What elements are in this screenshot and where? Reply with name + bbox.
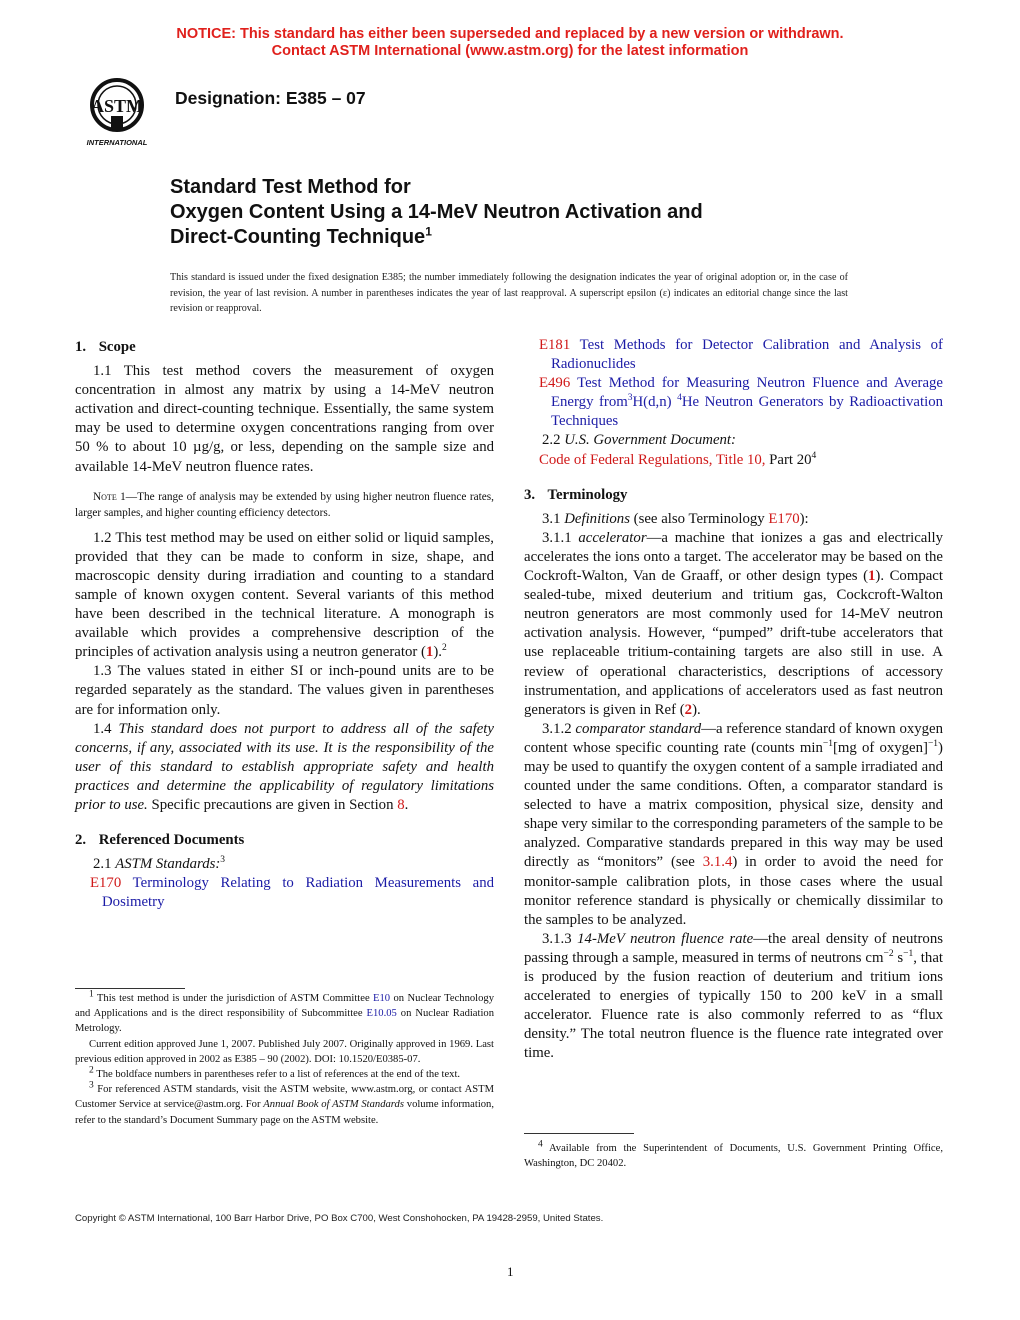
footnote-mark-4: 4 [811,450,817,461]
para-text: [mg of oxygen] [832,739,928,756]
title-line-1: Standard Test Method for [170,176,411,198]
para-1-2-end: ). [433,644,442,661]
ref-cfr[interactable] [524,451,943,470]
para-num: 3.1.3 [542,930,572,947]
footnote-mark-3: 3 [220,855,226,866]
section-terminology-heading [524,486,943,505]
fn-text: Available from the Superintendent of Documents, U.S. Government Printing Office, Washington, DC 20402. [524,1143,943,1170]
ref-title-sup: 4 [677,393,682,404]
ref-link-1[interactable]: 1 [868,568,876,585]
para-text: —a machine that ionizes a gas and electrically accelerates the ions onto a target. The accelerator may be based on the Cockroft-Walton, Van de Graaff, or other design types ( [524,529,943,585]
para-1-3: 1.3 The values stated in either SI or inch-pound units are to be regarded separately as the standard. The values given in parentheses are for information only. [75,663,494,718]
notice-line-2: Contact ASTM International (www.astm.org) for the latest information [271,43,749,59]
footnotes-right [524,1141,943,1171]
ref-title[interactable]: Test Methods for Detector Calibration and Analysis of Radionuclides [551,337,943,373]
ref-title-part[interactable]: H(d,n) [632,394,672,411]
logo-letters: ASTM [90,96,144,116]
ref-title[interactable] [551,375,943,429]
notice-line-1: NOTICE: This standard has either been superseded and replaced by a new version or withdrawn. [176,26,844,42]
astm-logo [74,76,160,148]
exponent: −1 [822,738,833,749]
footnote-mark-2: 2 [441,643,447,654]
para-2-1-num: 2.1 [93,856,112,873]
page-number: 1 [507,1264,514,1279]
safety-statement: This standard does not purport to address all of the safety concerns, if any, associated with its use. It is the responsibility of the user of this standard to establish appropriate safety and health practices and determine the applicability of regulatory limitations prior to use. [75,720,494,813]
note-1 [75,489,494,522]
term-fluence-rate: 14-MeV neutron fluence rate [577,930,754,947]
fn-text: This test method is under the jurisdiction of ASTM Committee [96,993,370,1004]
exponent: −1 [903,948,914,959]
para-text: , that is produced by the fusion reaction of deuterium and tritium ions accelerated to energies of typically 150 to 200 keV in a small accelerator. Fluence rate is also commonly referred to as “flux density.” The total neutron fluence is the fluence rate integrated over time. [524,949,943,1062]
para-3-1-2 [524,720,943,930]
fn-text: volume information, refer to the standard’s Document Summary page on the ASTM website. [75,1099,495,1126]
para-text: ) may be used to quantify the oxygen content of a sample irradiated and counted under the same conditions. Often, a comparator standard is selected to have a matrix composition, physical size, density and shape very similar to the corresponding parameters of the sample to be analyzed. Comparative standards prepared in this way may be used directly as “monitors” (see [524,739,943,871]
para-3-1 [524,510,943,529]
section-title: Terminology [547,486,628,503]
para-text: ). Compact sealed-tube, mixed deuterium and tritium gas, Cockcroft-Walton neutron generators are most commonly used for 14-MeV neutron activation analysis. However, “pumped” drift-tube accelerators that use replaceable tritium-containing targets are also still in use. A review of operational characteristics, descriptions of accessory instrumentation, and applications of accelerators used as fast neutron generators is given in Ref ( [524,568,943,718]
para-1-2-text: 1.2 This test method may be used on either solid or liquid samples, provided that they can be made to conform in size, shape, and macroscopic density during irradiation and counting to a standard sample of known oxygen content. Several variants of this method have been described in the technical literature. A monograph is available which provides a comprehensive description of the principles of activation analysis using a neutron generator ( [75,529,494,661]
para-3-1-3 [524,930,943,1064]
ref-link-1[interactable]: 1 [425,644,434,661]
definitions-label: Definitions [564,510,630,527]
para-end: ): [799,510,809,527]
section-3-1-4-link[interactable]: 3.1.4 [702,854,733,871]
para-1-1: 1.1 This test method covers the measurement of oxygen concentration in almost any matrix by using a 14-MeV neutron activation and direct-counting technique. Essentially, the same system may be used to determine oxygen concentrations ranging from over 50 % to about 10 µg/g, or less, depending on the sample size and available 14-MeV neutron fluence rates. [75,363,494,475]
ref-title[interactable]: Terminology Relating to Radiation Measurements and Dosimetry [102,875,494,911]
para-2-2 [524,431,943,450]
fn-text: For referenced ASTM standards, visit the ASTM website, www.astm.org, or contact ASTM Customer Service at service@astm.org. For [75,1084,495,1111]
para-3-1-1 [524,529,943,720]
e170-link[interactable]: E170 [768,510,800,527]
astm-standards-label: ASTM Standards: [115,856,221,873]
fn-text: on Nuclear Technology and Applications and is the direct responsibility of Subcommittee [75,993,494,1020]
right-column [524,336,943,1063]
title-line-3-text: Direct-Counting Technique [170,226,426,248]
footnote-1 [75,991,494,1037]
term-accelerator: accelerator [578,529,647,546]
para-2-2-num: 2.2 [542,432,561,449]
cfr-link[interactable]: Code of Federal Regulations, Title 10, [539,451,766,468]
para-num: 3.1.2 [542,720,572,737]
para-text: (see also Terminology [633,510,765,527]
section-number: 3. [524,486,536,503]
designation: Designation: E385 – 07 [175,88,366,108]
gov-doc-label: U.S. Government Document: [564,432,736,449]
section-refdocs-heading [75,831,494,850]
title-line-3 [170,225,703,250]
para-num: 3.1 [542,510,561,527]
para-1-4-num: 1.4 [93,720,112,737]
title-line-2: Oxygen Content Using a 14-MeV Neutron Activation and [170,201,703,223]
ref-link-2[interactable]: 2 [684,701,693,718]
withdrawal-notice [0,26,1020,60]
fn-text: The boldface numbers in parentheses refer to a list of references at the end of the text. [96,1069,461,1081]
footnote-3 [75,1082,494,1128]
para-text: s [897,949,904,966]
fn-italic: Annual Book of ASTM Standards [263,1099,404,1111]
section-8-link[interactable]: 8 [397,796,405,813]
footnote-4 [524,1141,943,1171]
copyright-line: Copyright © ASTM International, 100 Barr Harbor Drive, PO Box C700, West Conshohocken, PA 19428-2959, United States. [75,1213,604,1224]
ref-title-part[interactable]: He Neutron Generators by Radioactivation Techniques [551,394,943,430]
left-column [75,336,494,912]
section-title: Scope [98,339,136,355]
cfr-part: Part 20 [769,451,812,468]
para-text: ) in order to avoid the need for monitor-sample calibration plots, in those cases where the usual monitor reference standard is physically or chemically dissimilar to the samples to be analyzed. [524,854,944,928]
ref-e181[interactable] [524,336,943,374]
fn-mark: 1 [89,989,94,1000]
para-end: ). [692,701,701,718]
fn-mark: 3 [89,1080,94,1091]
ref-code[interactable]: E496 [539,375,571,392]
para-text: —a reference standard of known oxygen content whose specific counting rate (counts min [524,720,943,756]
para-1-4 [75,720,494,815]
note-label: Note [93,490,117,503]
para-2-1 [75,855,494,874]
exponent: −1 [927,738,939,749]
fn-mark: 2 [89,1065,94,1076]
para-num: 3.1.1 [542,529,572,546]
document-title [170,175,703,250]
para-1-4-end: . [404,796,409,813]
section-title: Referenced Documents [98,832,245,849]
ref-e170[interactable] [75,874,494,912]
fn-text: on Nuclear Radiation Metrology. [75,1008,494,1035]
ref-title-part[interactable]: Test Method for Measuring Neutron Fluence and Average Energy from [551,375,943,411]
para-1-4-text: Specific precautions are given in Section [151,796,394,813]
para-1-2 [75,529,494,663]
footnote-rule [524,1133,634,1134]
ref-title-sup: 3 [627,393,633,404]
ref-e496[interactable] [524,374,943,431]
footnotes-left [75,991,494,1128]
footnote-2 [75,1067,494,1082]
astm-logo-mark [74,76,160,148]
subcommittee-link[interactable]: E10.05 [366,1008,397,1020]
logo-international: INTERNATIONAL [86,138,148,147]
section-number: 2. [75,832,87,849]
para-text: —the areal density of neutrons passing through a sample, measured in terms of neutrons cm [524,930,943,966]
ref-code[interactable]: E170 [90,875,122,892]
exponent: −2 [883,948,894,959]
title-footnote-mark: 1 [425,224,432,239]
section-scope-heading [75,338,494,357]
ref-code[interactable]: E181 [539,337,571,353]
footnote-1-edition: Current edition approved June 1, 2007. Published July 2007. Originally approved in 1969. Last previous edition approved in 2002 as E385 – 90 (2002). DOI: 10.1520/E0385-07. [75,1038,494,1065]
fn-mark: 4 [538,1139,543,1150]
committee-link[interactable]: E10 [373,993,391,1004]
section-number: 1. [75,339,87,355]
intro-paragraph: This standard is issued under the fixed designation E385; the number immediately following the designation indicates the year of original adoption or, in the case of revision, the year of last revision. A number in parentheses indicates the year of last reapproval. A superscript epsilon (ε) indicates an editorial change since the last revision or reapproval. [170,272,848,314]
term-comparator-standard: comparator standard [575,720,702,737]
note-text: 1—The range of analysis may be extended by using higher neutron fluence rates, larger samples, and higher counting efficiency detectors. [75,490,494,520]
